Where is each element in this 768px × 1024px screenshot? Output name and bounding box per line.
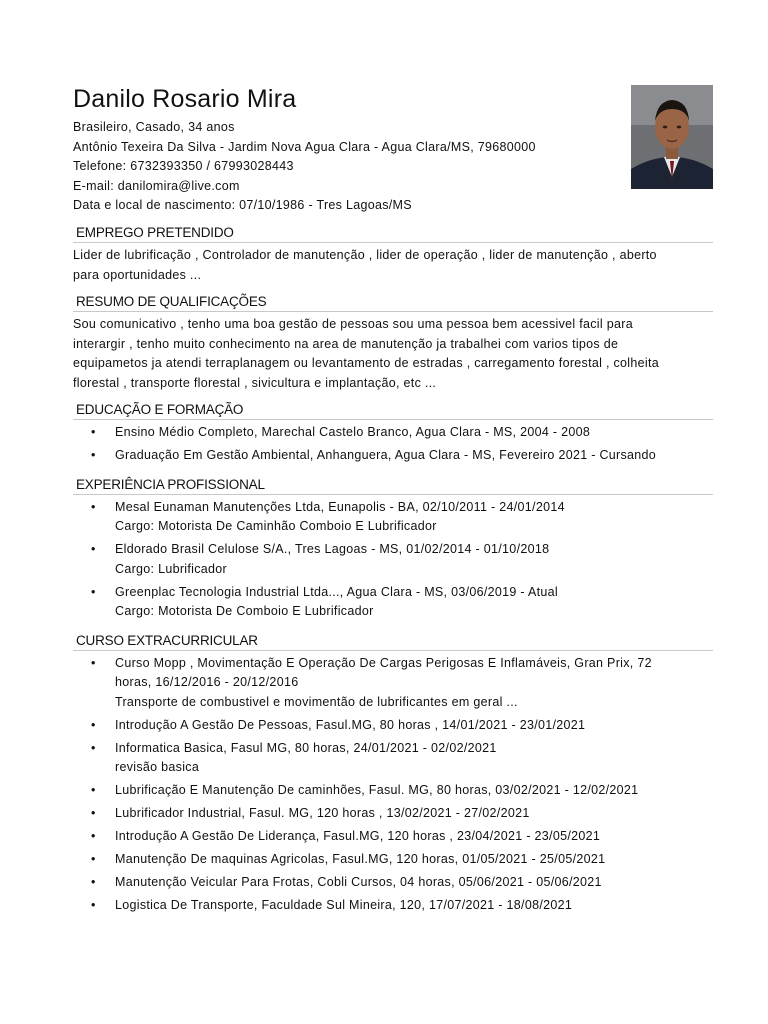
item-line: Greenplac Tecnologia Industrial Ltda..., Agua Clara - MS, 03/06/2019 - Atual	[115, 584, 558, 599]
item-line: Introdução A Gestão De Liderança, Fasul.MG, 120 horas , 23/04/2021 - 23/05/2021	[115, 829, 601, 843]
bullet-icon: •	[91, 898, 96, 912]
item-line: Graduação Em Gestão Ambiental, Anhanguera, Agua Clara - MS, Fevereiro 2021 - Cursando	[115, 448, 657, 462]
section-body	[73, 495, 713, 622]
bullet-icon: •	[91, 806, 96, 820]
list-item	[91, 873, 713, 893]
list-item	[91, 540, 713, 579]
bullet-icon: •	[91, 499, 96, 514]
item-line: Manutenção Veicular Para Frotas, Cobli Cursos, 04 horas, 05/06/2021 - 05/06/2021	[115, 875, 602, 889]
list-item	[91, 654, 713, 713]
section-educacao-formacao	[73, 401, 713, 466]
bullet-icon: •	[91, 717, 96, 732]
candidate-name: Danilo Rosario Mira	[73, 85, 297, 113]
item-line: Cargo: Motorista De Caminhão Comboio E Lubrificador	[115, 519, 437, 533]
text-line: Lider de lubrificação , Controlador de manutenção , lider de operação , lider de manutenção , aberto	[73, 248, 657, 262]
section-title: EDUCAÇÃO E FORMAÇÃO	[73, 401, 713, 420]
phone-line: Telefone: 6732393350 / 67993028443	[73, 159, 294, 173]
list-item	[91, 739, 713, 778]
section-curso-extracurricular	[73, 632, 713, 916]
bullet-icon: •	[91, 829, 96, 843]
text-line: interargir , tenho muito conhecimento na area de manutenção ja trabalhei com varios tipos de	[73, 336, 619, 351]
bullet-icon: •	[91, 542, 96, 556]
section-title: EXPERIÊNCIA PROFISSIONAL	[73, 476, 713, 495]
bullet-icon: •	[91, 425, 96, 439]
section-emprego-pretendido	[73, 224, 713, 285]
birth-line: Data e local de nascimento: 07/10/1986 - Tres Lagoas/MS	[73, 198, 412, 212]
item-line: Ensino Médio Completo, Marechal Castelo Branco, Agua Clara - MS, 2004 - 2008	[115, 425, 591, 439]
address-line: Antônio Texeira Da Silva - Jardim Nova Agua Clara - Agua Clara/MS, 79680000	[73, 139, 536, 154]
list-item	[91, 896, 713, 916]
experience-list	[73, 498, 713, 622]
list-item	[91, 827, 713, 847]
item-line: Lubrificador Industrial, Fasul. MG, 120 horas , 13/02/2021 - 27/02/2021	[115, 806, 530, 820]
bullet-icon: •	[91, 655, 96, 670]
section-title: CURSO EXTRACURRICULAR	[73, 632, 713, 651]
item-line: Cargo: Motorista De Comboio E Lubrificador	[115, 604, 374, 618]
nationality-line: Brasileiro, Casado, 34 anos	[73, 120, 235, 134]
item-line: Informatica Basica, Fasul MG, 80 horas, 24/01/2021 - 02/02/2021	[115, 740, 497, 755]
resume-header	[73, 84, 713, 224]
item-line: Cargo: Lubrificador	[115, 561, 228, 576]
item-line: horas, 16/12/2016 - 20/12/2016	[115, 675, 299, 689]
item-line: Eldorado Brasil Celulose S/A., Tres Lagoas - MS, 01/02/2014 - 01/10/2018	[115, 542, 550, 556]
bullet-icon: •	[91, 852, 96, 866]
item-line: Lubrificação E Manutenção De caminhões, Fasul. MG, 80 horas, 03/02/2021 - 12/02/2021	[115, 783, 639, 797]
list-item	[91, 716, 713, 736]
education-list	[73, 423, 713, 466]
item-line: Introdução A Gestão De Pessoas, Fasul.MG, 80 horas , 14/01/2021 - 23/01/2021	[115, 717, 586, 732]
bullet-icon: •	[91, 783, 96, 797]
bullet-icon: •	[91, 584, 96, 599]
section-body	[73, 243, 713, 285]
section-experiencia-profissional	[73, 476, 713, 622]
section-body	[73, 651, 713, 916]
section-resumo-qualificacoes	[73, 293, 713, 393]
text-line: florestal , transporte florestal , sivicultura e implantação, etc ...	[73, 375, 437, 390]
profile-photo-image	[631, 85, 713, 189]
list-item	[91, 423, 713, 443]
list-item	[91, 850, 713, 870]
profile-photo	[631, 85, 713, 189]
item-line: Curso Mopp , Movimentação E Operação De Cargas Perigosas E Inflamáveis, Gran Prix, 72	[115, 655, 652, 670]
personal-info	[73, 118, 713, 216]
list-item	[91, 583, 713, 622]
item-line: Logistica De Transporte, Faculdade Sul Mineira, 120, 17/07/2021 - 18/08/2021	[115, 898, 573, 912]
bullet-icon: •	[91, 875, 96, 889]
item-line: Mesal Eunaman Manutenções Ltda, Eunapolis - BA, 02/10/2011 - 24/01/2014	[115, 499, 565, 514]
list-item	[91, 781, 713, 801]
section-title: EMPREGO PRETENDIDO	[73, 224, 713, 243]
item-line: Transporte de combustivel e movimentão de lubrificantes em geral ...	[115, 694, 518, 709]
section-body	[73, 420, 713, 466]
course-list	[73, 654, 713, 916]
resume-page	[73, 84, 713, 919]
item-line: Manutenção De maquinas Agricolas, Fasul.MG, 120 horas, 01/05/2021 - 25/05/2021	[115, 852, 606, 866]
section-body	[73, 312, 713, 393]
text-line: equipametos ja atendi terraplanagem ou levantamento de estradas , carregamento forestal , colheita	[73, 356, 659, 370]
email-line: E-mail: danilomira@live.com	[73, 178, 240, 193]
text-line: para oportunidades ...	[73, 267, 202, 282]
bullet-icon: •	[91, 448, 96, 462]
text-line: Sou comunicativo , tenho uma boa gestão de pessoas sou uma pessoa bem acessivel facil para	[73, 317, 633, 331]
list-item	[91, 804, 713, 824]
bullet-icon: •	[91, 740, 96, 755]
section-title: RESUMO DE QUALIFICAÇÕES	[73, 293, 713, 312]
list-item	[91, 446, 713, 466]
item-line: revisão basica	[115, 760, 200, 774]
list-item	[91, 498, 713, 537]
